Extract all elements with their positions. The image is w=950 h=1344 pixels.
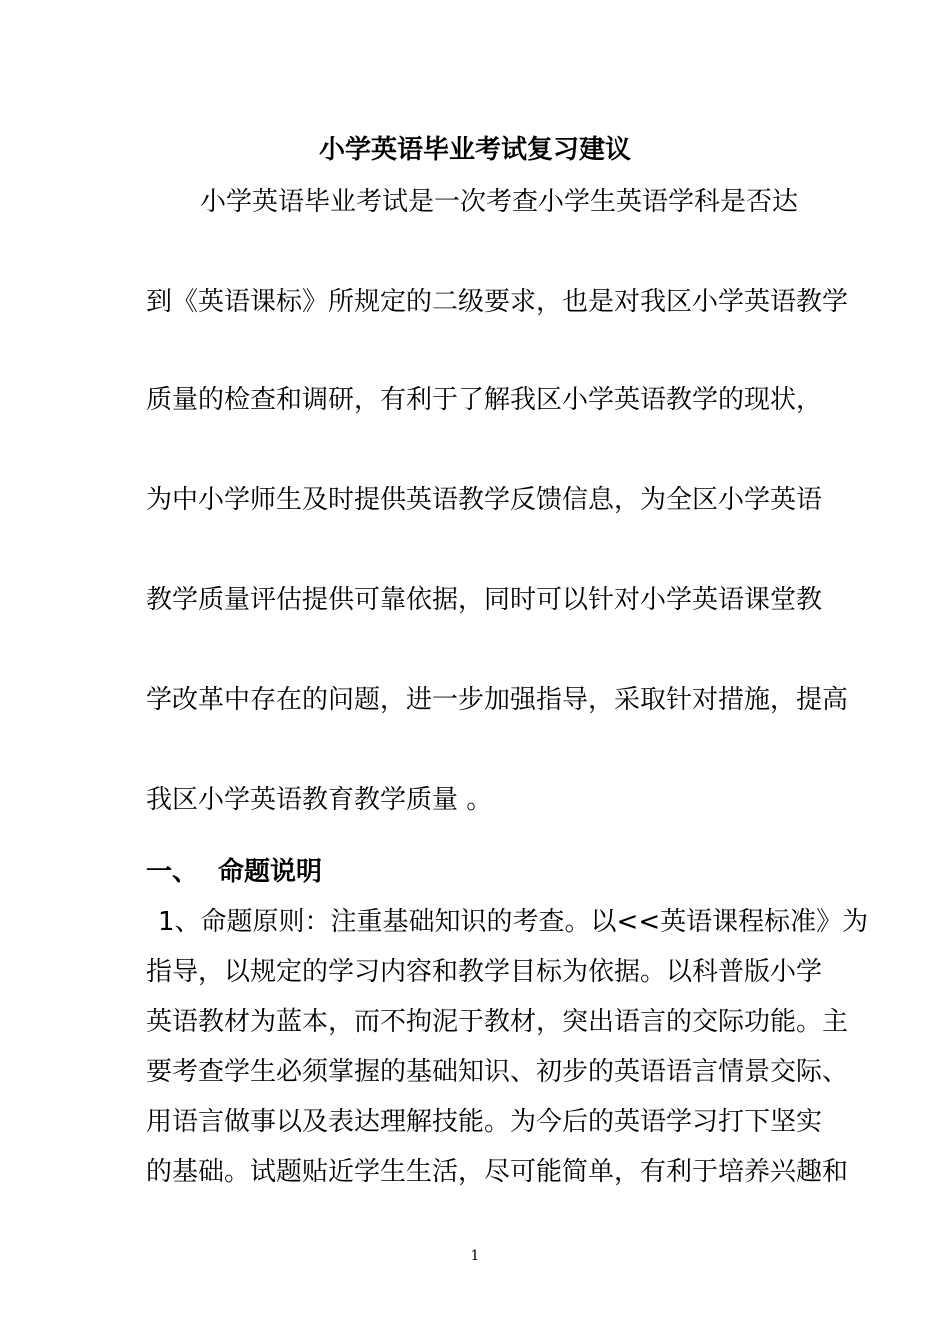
- intro-line-7: 我区小学英语教育教学质量 。: [146, 785, 493, 815]
- intro-line-2: 到《英语课标》所规定的二级要求，也是对我区小学英语教学: [146, 287, 849, 317]
- page-number: 1: [470, 1248, 480, 1264]
- section-line-1: 1、命题原则：注重基础知识的考查。以<<英语课程标准》为: [158, 907, 869, 937]
- section-heading: [146, 854, 322, 890]
- section-line-6: 的基础。试题贴近学生生活，尽可能简单，有利于培养兴趣和: [146, 1157, 849, 1187]
- section-line-2: 指导，以规定的学习内容和教学目标为依据。以科普版小学: [146, 957, 823, 987]
- intro-line-4: 为中小学师生及时提供英语教学反馈信息，为全区小学英语: [146, 485, 823, 515]
- intro-line-3: 质量的检查和调研，有利于了解我区小学英语教学的现状，: [146, 385, 823, 415]
- section-line-5: 用语言做事以及表达理解技能。为今后的英语学习打下坚实: [146, 1107, 823, 1137]
- document-title: 小学英语毕业考试复习建议: [318, 135, 631, 165]
- intro-line-5: 教学质量评估提供可靠依据，同时可以针对小学英语课堂教: [146, 585, 823, 615]
- section-line-4: 要考查学生必须掌握的基础知识、初步的英语语言情景交际、: [146, 1057, 849, 1087]
- intro-line-1: 小学英语毕业考试是一次考查小学生英语学科是否达: [200, 187, 799, 217]
- section-line-3: 英语教材为蓝本，而不拘泥于教材，突出语言的交际功能。主: [146, 1007, 849, 1037]
- intro-line-6: 学改革中存在的问题，进一步加强指导，采取针对措施，提高: [146, 685, 849, 715]
- section-title: 命题说明: [218, 857, 323, 887]
- section-number: 一、: [146, 857, 199, 887]
